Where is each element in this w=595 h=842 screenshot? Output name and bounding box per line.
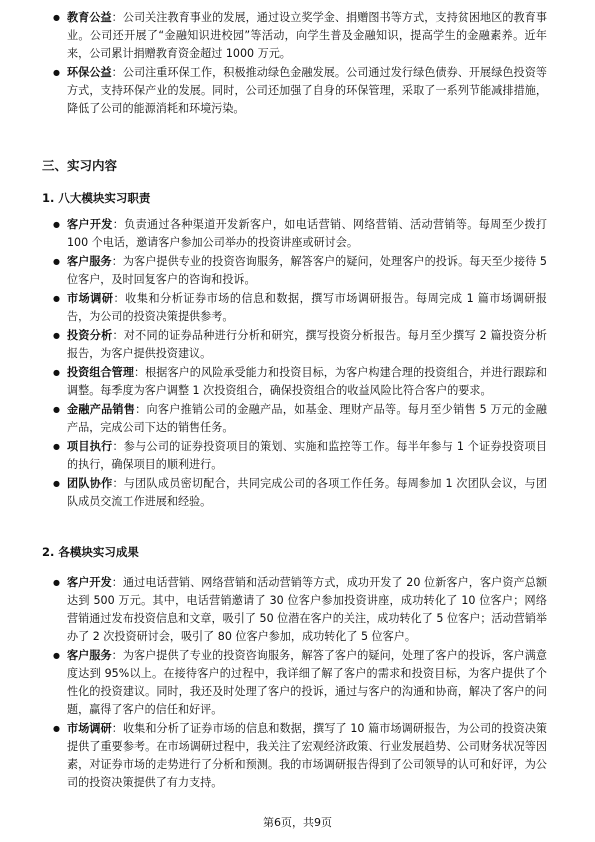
item-label: 投资组合管理 [67,366,134,379]
item-text: ：负责通过各种渠道开发新客户，如电话营销、网络营销、活动营销等。每周至少拨打 100 个电话，邀请客户参加公司举办的投资讲座或研讨会。 [67,218,547,249]
list-item [0,475,595,511]
item-text: ：向客户推销公司的金融产品，如基金、理财产品等。每月至少销售 5 万元的金融产品，完成公司下达的销售任务。 [67,403,547,434]
list-item [0,64,595,118]
list-item [0,253,595,289]
list-item [0,401,595,437]
item-label: 项目执行 [67,440,113,453]
item-label: 客户开发 [67,218,113,231]
subsection-title-results: 2. 各模块实习成果 [42,545,139,559]
section-title: 三、实习内容 [42,158,118,173]
results-list [0,574,595,793]
item-text: ：参与公司的证券投资项目的策划、实施和监控等工作。每半年参与 1 个证券投资项目的执行，确保项目的顺利进行。 [67,440,547,471]
item-text: ：为客户提供了专业的投资咨询服务，解答了客户的疑问，处理了客户的投诉，客户满意度达到 95%以上。在接待客户的过程中，我详细了解了客户的需求和投资目标，为客户提供了个性化的投资建议。同时，我还及时处理了客户的投诉，通过与客户的沟通和协商，解决了客户的问题，赢得了客户的信任和好评。 [67,649,547,716]
list-item [0,438,595,474]
item-label: 市场调研 [67,292,114,305]
item-text: ：收集和分析了证券市场的信息和数据，撰写了 10 篇市场调研报告，为公司的投资决策提供了重要参考。在市场调研过程中，我关注了宏观经济政策、行业发展趋势、公司财务状况等因素，对证券市场的走势进行了分析和预测。我的市场调研报告得到了公司领导的认可和好评，为公司的投资决策提供了有力支持。 [67,722,547,789]
page-number: 第6页，共9页 [263,816,332,829]
list-item [0,647,595,719]
item-label: 团队协作 [67,477,113,490]
item-label: 客户服务 [67,649,112,662]
item-label: 环保公益 [67,66,112,79]
duties-list [0,216,595,512]
list-item [0,574,595,646]
list-item [0,364,595,400]
list-item [0,9,595,63]
item-text: ：收集和分析证券市场的信息和数据，撰写市场调研报告。每周完成 1 篇市场调研报告，为公司的投资决策提供参考。 [67,292,547,323]
item-text: ：根据客户的风险承受能力和投资目标，为客户构建合理的投资组合，并进行跟踪和调整。每季度为客户调整 1 次投资组合，确保投资组合的收益风险比符合客户的要求。 [67,366,547,397]
public-welfare-list [0,9,595,119]
item-label: 市场调研 [67,722,112,735]
item-text: ：公司关注教育事业的发展，通过设立奖学金、捐赠图书等方式，支持贫困地区的教育事业。公司还开展了“金融知识进校园”等活动，向学生普及金融知识，提高学生的金融素养。近年来，公司累计捐赠教育资金超过 1000 万元。 [67,11,547,60]
list-item [0,720,595,792]
item-text: ：对不同的证券品种进行分析和研究，撰写投资分析报告。每月至少撰写 2 篇投资分析报告，为客户提供投资建议。 [67,329,547,360]
item-label: 客户服务 [67,255,112,268]
list-item [0,327,595,363]
item-label: 金融产品销售 [67,403,136,416]
item-text: ：通过电话营销、网络营销和活动营销等方式，成功开发了 20 位新客户，客户资产总额达到 500 万元。其中，电话营销邀请了 30 位客户参加投资讲座，成功转化了 10 位客户；网络营销通过发布投资信息和文章，吸引了 50 位潜在客户的关注，成功转化了 5 位客户；活动营销举办了 2 次投资研讨会，吸引了 80 位客户参加，成功转化了 5 位客户。 [67,576,547,643]
item-text: ：为客户提供专业的投资咨询服务，解答客户的疑问，处理客户的投诉。每天至少接待 5 位客户，及时回复客户的咨询和投诉。 [67,255,547,286]
item-text: ：公司注重环保工作，积极推动绿色金融发展。公司通过发行绿色债券、开展绿色投资等方式，支持环保产业的发展。同时，公司还加强了自身的环保管理，采取了一系列节能减排措施，降低了公司的能源消耗和环境污染。 [67,66,547,115]
item-label: 客户开发 [67,576,112,589]
item-text: ：与团队成员密切配合，共同完成公司的各项工作任务。每周参加 1 次团队会议，与团队成员交流工作进展和经验。 [67,477,547,508]
item-label: 教育公益 [67,11,112,24]
list-item [0,290,595,326]
item-label: 投资分析 [67,329,113,342]
subsection-title-duties: 1. 八大模块实习职责 [42,191,151,205]
list-item [0,216,595,252]
